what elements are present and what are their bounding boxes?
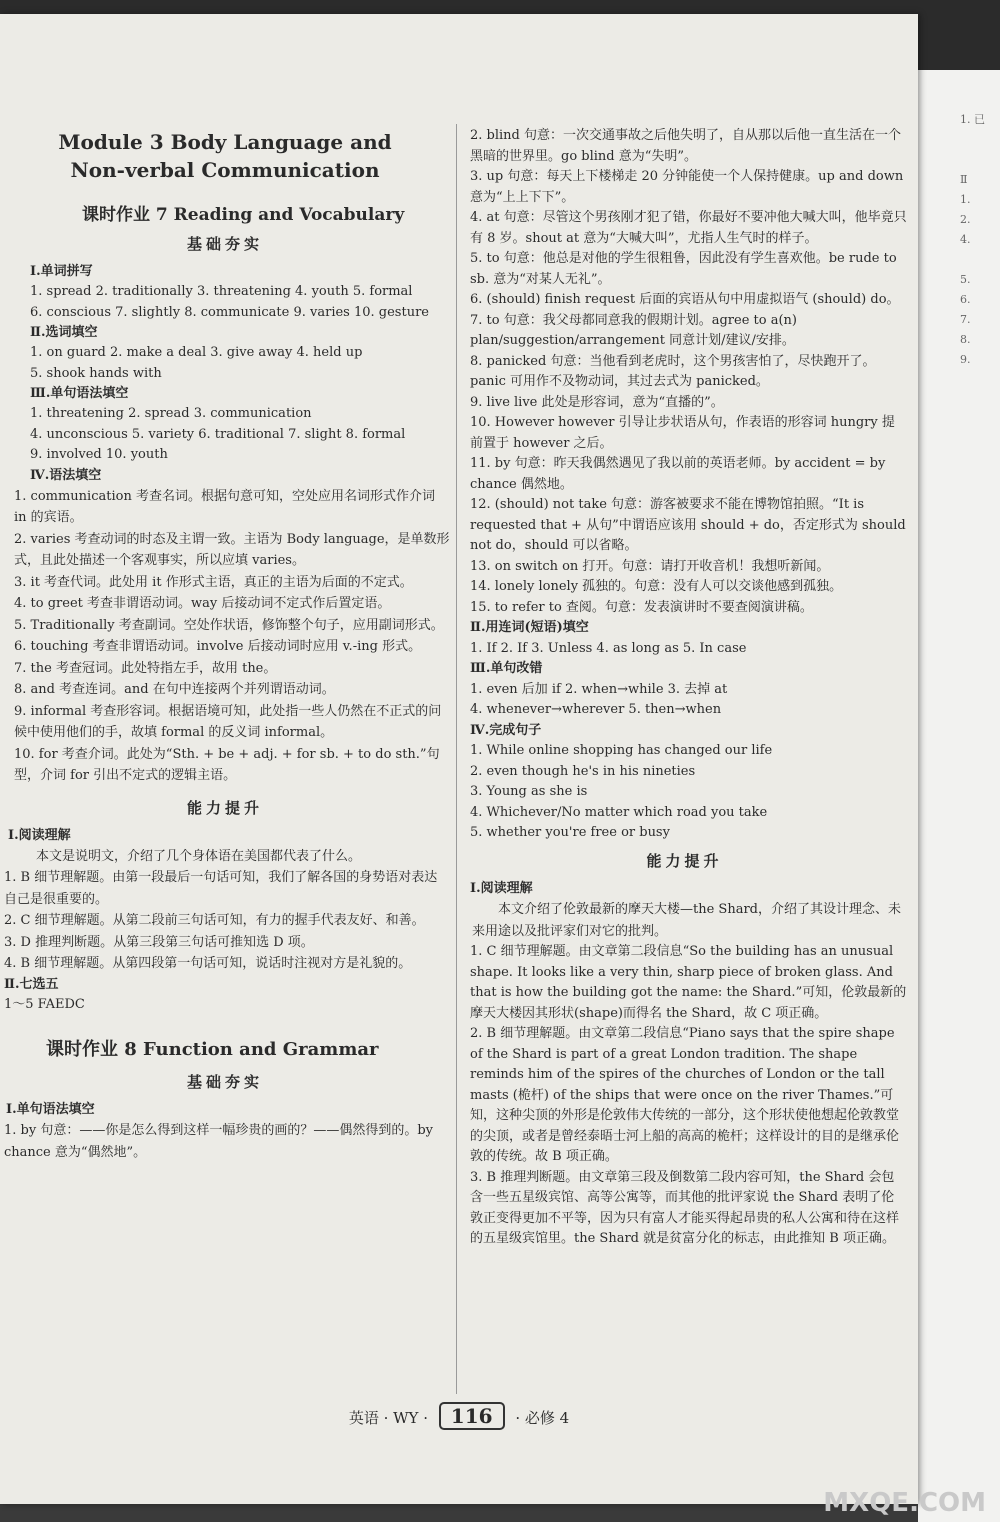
- explained-answer: 5. Traditionally 考查副词。空处作状语，修饰整个句子，应用副词形式。: [14, 617, 444, 633]
- explained-answer: 1. by 句意：——你是怎么得到这样一幅珍贵的画的？——偶然得到的。by chance 意为“偶然地”。: [4, 1123, 434, 1160]
- section-heading: Ⅲ.单句语法填空: [30, 386, 129, 401]
- explained-answer: 7. to 句意：我父母都同意我的假期计划。agree to a(n) plan/suggestion/arrangement 同意计划/建议/安排。: [470, 312, 797, 348]
- basic-banner: 基础夯实: [186, 1073, 263, 1091]
- section-heading: Ⅰ.单词拼写: [30, 264, 93, 279]
- explained-answer: 13. on switch on 打开。句意：请打开收音机！我想听新闻。: [470, 558, 830, 574]
- explained-answer: 4. at 句意：尽管这个男孩刚才犯了错，你最好不要冲他大喊大叫，他毕竟只有 8 岁。shout at 意为“大喊大叫”，尤指人生气时的样子。: [470, 210, 907, 246]
- edge-mark: Ⅱ: [960, 173, 968, 186]
- explained-answer: 3. B 推理判断题。由文章第三段及倒数第二段内容可知，the Shard 会包含一些五星级宾馆、高等公寓等，而其他的批评家说 the Shard 表明了伦敦正变得更加不平等，因为只有富人才能买得起昂贵的私人公寓和待在这样的五星级宾馆里。the Shard 就是贫富分化的标志，由此推知 B 项正确。: [470, 1169, 900, 1246]
- answer-line: 4. whenever→wherever 5. then→when: [470, 702, 722, 717]
- ability-banner: 能力提升: [186, 798, 263, 817]
- explained-answer: 12. (should) not take 句意：游客被要求不能在博物馆拍照。“It is requested that + 从句”中谓语应该用 should + do，否定形式为 should not do，should 可以省略。: [470, 497, 906, 553]
- section-heading: Ⅳ.语法填空: [30, 467, 102, 483]
- answer-line: 1. on guard 2. make a deal 3. give away 4. held up: [30, 345, 363, 360]
- passage-intro: 本文是说明文，介绍了几个身体语在美国都代表了什么。: [36, 848, 362, 864]
- watermark-logo: [815, 1430, 1000, 1522]
- explained-answer: 8. panicked 句意：当他看到老虎时，这个男孩害怕了，尽快跑开了。panic 可用作不及物动词，其过去式为 panicked。: [470, 353, 876, 389]
- passage-intro: 本文介绍了伦敦最新的摩天大楼—the Shard，介绍了其设计理念、未来用途以及批评家们对它的批判。: [472, 902, 901, 939]
- lesson7-title: 课时作业 7 Reading and Vocabulary: [82, 205, 405, 225]
- answer-line: 1. If 2. If 3. Unless 4. as long as 5. In case: [470, 640, 747, 656]
- answer-line: 2. even though he's in his nineties: [470, 763, 696, 779]
- explained-answer: 2. blind 句意：一次交通事故之后他失明了，自从那以后他一直生活在一个黑暗的世界里。go blind 意为“失明”。: [470, 128, 901, 164]
- right-column: [462, 126, 907, 1250]
- answer-line: 3. Young as she is: [470, 784, 588, 799]
- explained-answer: 9. live live 此处是形容词，意为“直播的”。: [470, 394, 724, 410]
- answer-line: 4. unconscious 5. variety 6. traditional 7. slight 8. formal: [30, 426, 406, 442]
- column-divider: [456, 124, 457, 1394]
- answer-line: 1. threatening 2. spread 3. communication: [30, 406, 312, 421]
- section-heading: Ⅱ.用连词(短语)填空: [470, 620, 589, 635]
- answer-line: 1. While online shopping has changed our life: [470, 743, 773, 758]
- page-footer: [0, 1402, 918, 1430]
- answer-line: 5. shook hands with: [30, 365, 162, 381]
- explained-answer: 4. to greet 考查非谓语动词。way 后接动词不定式作后置定语。: [14, 596, 391, 611]
- explained-answer: 3. D 推理判断题。从第三段第三句话可推知选 D 项。: [4, 934, 314, 950]
- section-heading: Ⅳ.完成句子: [470, 722, 542, 738]
- edge-mark: 8.: [960, 333, 971, 346]
- edge-mark: 1.: [960, 193, 971, 206]
- edge-mark: 2.: [960, 213, 971, 226]
- explained-answer: 1. B 细节理解题。由第一段最后一句话可知，我们了解各国的身势语对表达自己是很重要的。: [4, 870, 438, 907]
- basic-banner: 基础夯实: [186, 235, 263, 253]
- answer-line: 4. Whichever/No matter which road you take: [470, 804, 768, 820]
- explained-answer: 1. C 细节理解题。由文章第二段信息“So the building has an unusual shape. It looks like a very thin, sharp piece of broken glass. And that is how the building got the name: the Shard.”可知，伦敦最新的摩天大楼因其形状(shape)而得名 the Shard，故 C 项正确。: [470, 944, 907, 1021]
- answer-line: 9. involved 10. youth: [30, 447, 168, 462]
- explained-answer: 6. touching 考查非谓语动词。involve 后接动词时应用 v.-ing 形式。: [14, 639, 422, 654]
- next-page-fragments: [960, 110, 1000, 370]
- section-heading: Ⅰ.阅读理解: [470, 880, 533, 896]
- answer-line: 1. spread 2. traditionally 3. threatening 4. youth 5. formal: [30, 284, 413, 299]
- explained-answer: 3. it 考查代词。此处用 it 作形式主语，真正的主语为后面的不定式。: [14, 574, 413, 590]
- module-title: [0, 128, 450, 184]
- explained-answer: 4. B 细节理解题。从第四段第一句话可知，说话时注视对方是礼貌的。: [4, 956, 412, 971]
- footer-subject: 英语 · WY ·: [348, 1409, 428, 1427]
- section-heading: Ⅰ.阅读理解: [8, 827, 71, 843]
- explained-answer: 11. by 句意：昨天我偶然遇见了我以前的英语老师。by accident = by chance 偶然地。: [470, 456, 886, 492]
- left-column: [0, 114, 450, 1163]
- edge-mark: 7.: [960, 313, 971, 326]
- explained-answer: 1. communication 考查名词。根据句意可知，空处应用名词形式作介词 in 的宾语。: [14, 488, 435, 525]
- explained-answer: 10. However however 引导让步状语从句，作表语的形容词 hungry 提前置于 however 之后。: [470, 415, 895, 451]
- explained-answer: 2. C 细节理解题。从第二段前三句话可知，有力的握手代表友好、和善。: [4, 913, 425, 928]
- explained-answer: 8. and 考查连词。and 在句中连接两个并列谓语动词。: [14, 682, 335, 697]
- module-title-line: Module 3 Body Language and: [58, 130, 392, 154]
- answer-page: [0, 14, 918, 1504]
- answer-line: 1. even 后加 if 2. when→while 3. 去掉 at: [470, 681, 728, 697]
- edge-mark: 1. 已: [960, 113, 985, 126]
- edge-mark: 4.: [960, 233, 971, 246]
- explained-answer: 14. lonely lonely 孤独的。句意：没有人可以交谈他感到孤独。: [470, 579, 843, 594]
- watermark-text: MXQE.COM: [823, 1488, 986, 1518]
- lesson8-title: 课时作业 8 Function and Grammar: [46, 1039, 379, 1060]
- answer-line: 6. conscious 7. slightly 8. communicate 9. varies 10. gesture: [30, 304, 429, 320]
- answer-line: 1～5 FAEDC: [4, 996, 85, 1012]
- section-heading: Ⅲ.单句改错: [470, 661, 543, 676]
- explained-answer: 10. for 考查介词。此处为“Sth. + be + adj. + for sb. + to do sth.”句型，介词 for 引出不定式的逻辑主语。: [14, 746, 440, 783]
- explained-answer: 2. varies 考查动词的时态及主谓一致。主语为 Body language，是单数形式，且此处描述一个客观事实，所以应填 varies。: [14, 531, 450, 568]
- explained-answer: 3. up 句意：每天上下楼梯走 20 分钟能使一个人保持健康。up and down 意为“上上下下”。: [470, 169, 904, 205]
- explained-answer: 6. (should) finish request 后面的宾语从句中用虚拟语气 (should) do。: [470, 292, 900, 307]
- answer-line: 5. whether you're free or busy: [470, 825, 670, 840]
- explained-answer: 15. to refer to 查阅。句意：发表演讲时不要查阅演讲稿。: [470, 599, 813, 615]
- ability-banner: 能力提升: [646, 851, 723, 870]
- section-heading: Ⅰ.单句语法填空: [6, 1102, 95, 1117]
- footer-book: · 必修 4: [515, 1409, 570, 1427]
- edge-mark: 6.: [960, 293, 971, 306]
- page-number: 116: [439, 1402, 505, 1430]
- explained-answer: 9. informal 考查形容词。根据语境可知，此处指一些人仍然在不正式的问候中使用他们的手，故填 formal 的反义词 informal。: [14, 703, 442, 740]
- explained-answer: 2. B 细节理解题。由文章第二段信息“Piano says that the spire shape of the Shard is part of a great London tradition. The shape reminds him of the spires of the churches of London or the tall masts (桅杆) of the ships that were once on the river Thames.”可知，这种尖顶的外形是伦敦伟大传统的一部分，这个形状使他想起伦敦教堂的尖顶，或者是曾经泰晤士河上船的高高的桅杆；这样设计的目的是继承伦敦的传统。故 B 项正确。: [470, 1026, 900, 1164]
- module-title-line: Non-verbal Communication: [70, 158, 380, 182]
- edge-mark: 9.: [960, 353, 971, 366]
- edge-mark: 5.: [960, 273, 971, 286]
- explained-answer: 5. to 句意：他总是对他的学生很粗鲁，因此没有学生喜欢他。be rude to sb. 意为“对某人无礼”。: [470, 251, 897, 287]
- section-heading: Ⅱ.选词填空: [30, 325, 98, 340]
- section-heading: Ⅱ.七选五: [4, 976, 59, 992]
- explained-answer: 7. the 考查冠词。此处特指左手，故用 the。: [14, 660, 277, 676]
